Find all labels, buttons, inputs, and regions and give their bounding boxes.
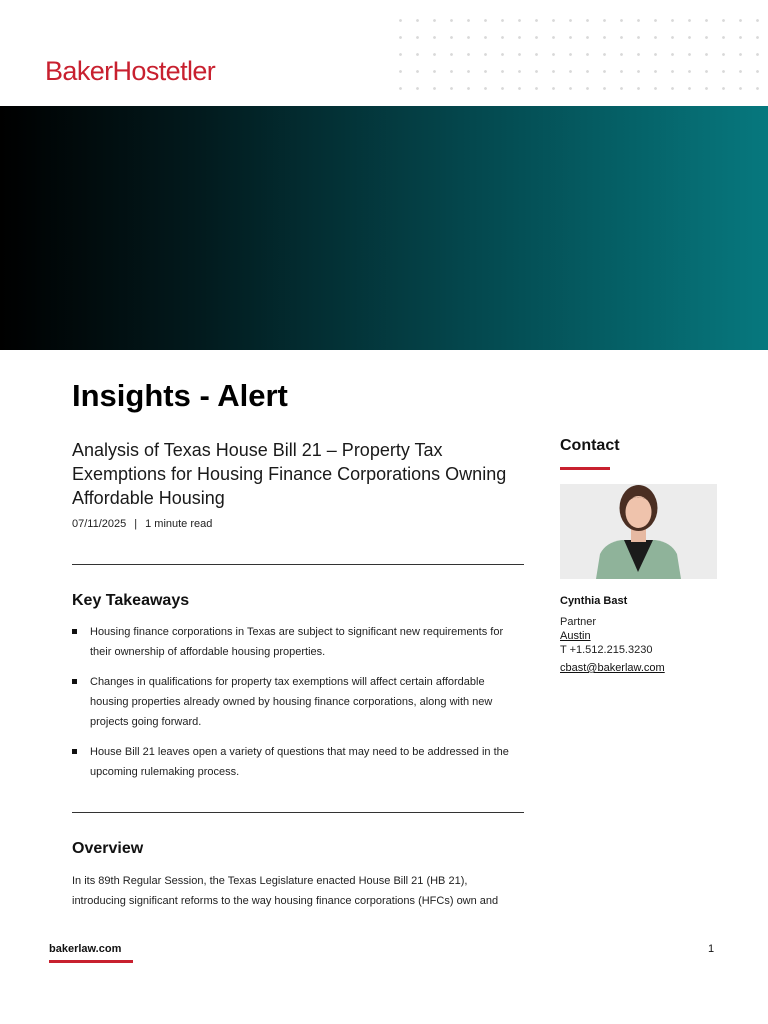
- bakerhostetler-logo[interactable]: BakerHostetler: [45, 56, 216, 86]
- article-title: Analysis of Texas House Bill 21 – Property Tax Exemptions for Housing Finance Corporations Owning Affordable Housing: [72, 440, 507, 508]
- list-item-text: Changes in qualifications for property tax exemptions will affect certain affordable housing properties already owned by housing finance corporations, along with new projects going forward.: [90, 676, 493, 728]
- footer-underline: [49, 960, 133, 963]
- key-takeaways-list: [72, 622, 524, 792]
- list-item-text: Housing finance corporations in Texas are subject to significant new requirements for their ownership of affordable housing properties.: [90, 626, 504, 658]
- contact-details: [560, 615, 665, 675]
- key-takeaways-heading: Key Takeaways: [72, 592, 190, 609]
- list-item: [72, 622, 524, 662]
- list-item-text: House Bill 21 leaves open a variety of questions that may need to be addressed in the upcoming rulemaking process.: [90, 746, 509, 778]
- square-bullet-icon: [72, 679, 77, 684]
- contact-heading-underline: [560, 467, 610, 470]
- section-divider: [72, 812, 524, 813]
- list-item: [72, 672, 524, 732]
- person-portrait-icon: [560, 484, 717, 579]
- square-bullet-icon: [72, 629, 77, 634]
- section-divider: [72, 564, 524, 565]
- contact-name: Cynthia Bast: [560, 595, 628, 607]
- meta-separator: |: [134, 518, 138, 530]
- read-time: 1 minute read: [145, 518, 213, 530]
- page-number: 1: [708, 943, 715, 955]
- article-meta: [72, 518, 212, 530]
- decorative-dot-pattern: [392, 12, 768, 94]
- contact-email-link[interactable]: cbast@bakerlaw.com: [560, 662, 665, 674]
- hero-banner: [0, 106, 768, 350]
- contact-office-link[interactable]: Austin: [560, 630, 591, 642]
- footer-site-link[interactable]: bakerlaw.com: [49, 943, 122, 955]
- overview-paragraph: In its 89th Regular Session, the Texas Legislature enacted House Bill 21 (HB 21), introducing significant reforms to the way housing finance corporations (HFCs) own and: [72, 875, 499, 907]
- contact-title: Partner: [560, 616, 597, 628]
- square-bullet-icon: [72, 749, 77, 754]
- contact-phone: T +1.512.215.3230: [560, 644, 653, 656]
- contact-photo: [560, 484, 717, 579]
- publish-date: 07/11/2025: [72, 518, 127, 530]
- overview-heading: Overview: [72, 840, 144, 857]
- list-item: [72, 742, 524, 782]
- page-title: Insights - Alert: [72, 378, 288, 413]
- contact-heading: Contact: [560, 437, 620, 454]
